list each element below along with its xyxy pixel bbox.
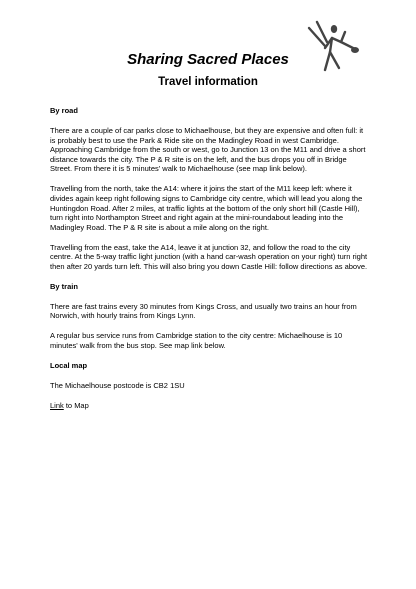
paragraph-train-services: There are fast trains every 30 minutes from Kings Cross, and usually two trains an hour from Norwich, with hourly trains from Kings Lynn. — [50, 301, 357, 321]
section-heading-local-map: Local map — [50, 361, 88, 371]
paragraph-road-south-west: There are a couple of car parks close to Michaelhouse, but they are expensive and often full: it is probably best to use the Park & Ride site on the Madingley Road in west Cambridge. Approaching Cambridge from the south or west, go to Junction 13 on the M11 and drive a short distance towards the city. The P & R site is on the left, and the bus drops you off in Bridge Street. From there it is 5 minutes' walk to Michaelhouse (see map link below). — [50, 125, 366, 174]
page-title: Sharing Sacred Places — [127, 51, 289, 68]
section-heading-by-train: By train — [50, 281, 78, 291]
paragraph-bus-service: A regular bus service runs from Cambridge station to the city centre: Michaelhouse is 10 minutes' walk from the bus stop. See map link below. — [50, 331, 343, 351]
section-heading-by-road: By road — [50, 106, 78, 115]
map-link[interactable]: Link — [50, 400, 64, 410]
page-subtitle: Travel information — [158, 76, 258, 88]
paragraph-road-east: Travelling from the east, take the A14, leave it at junction 32, and follow the road to the city centre. At the 5-way traffic light junction (with a hand car-wash operation on your right) turn right then after 20 yards turn left. This will also bring you down Castle Hill: follow directions as above. — [50, 242, 368, 271]
document-body — [50, 106, 370, 421]
paragraph-postcode: The Michaelhouse postcode is CB2 1SU — [50, 381, 185, 390]
paragraph-road-north: Travelling from the north, take the A14: where it joins the start of the M11 keep left: where it divides again keep right following signs to Cambridge city centre, which will lead you along the Huntingdon Road. After 2 miles, at traffic lights at the bottom of the only short hill (Castle Hill), turn right into Northampton Street and right again at the mini-roundabout leading into the Madingley Road. The P & R site is about a mile along on the right. — [50, 184, 363, 232]
map-link-suffix: to Map — [63, 400, 89, 410]
map-link-line — [50, 401, 370, 411]
